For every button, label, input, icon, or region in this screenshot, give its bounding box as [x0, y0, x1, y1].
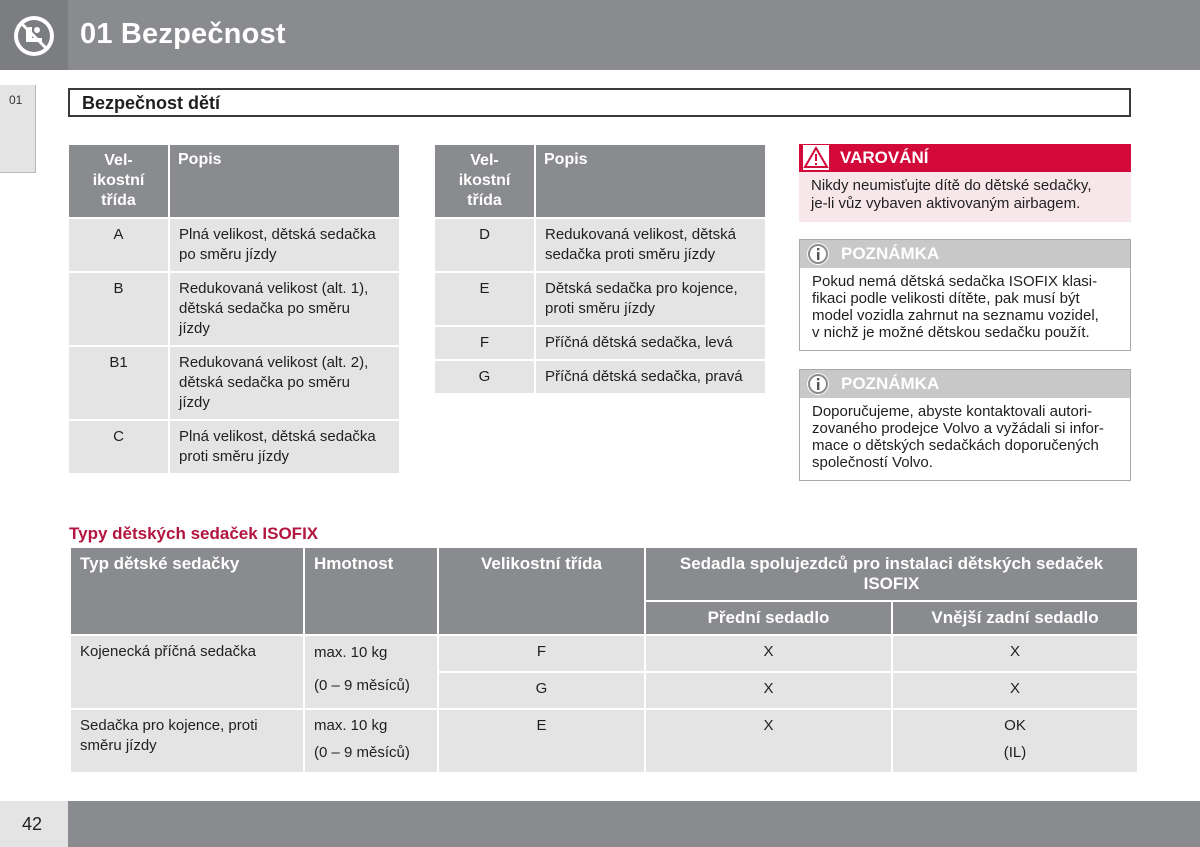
child-seat-safety-icon [12, 14, 56, 58]
size-class-cell: C [69, 420, 169, 473]
note-header [800, 370, 1130, 398]
chapter-side-tab [0, 85, 36, 173]
rear-seat-cell: X [892, 672, 1138, 709]
warning-text: Nikdy neumisťujte dítě do dětské sedačky, je-li vůz vybaven aktivovaným airbagem. [811, 177, 1092, 212]
col-header-rear-outer-seat: Vnější zadní sedadlo [892, 601, 1138, 635]
description-cell: Redukovaná velikost, dětská sedačka proti směru jízdy [535, 218, 765, 272]
warning-header [799, 144, 1131, 172]
size-class-cell: F [438, 635, 645, 672]
description-cell: Plná velikost, dětská sedačka po směru jízdy [169, 218, 399, 272]
weight-cell: max. 10 kg (0 – 9 měsíců) [304, 635, 438, 709]
front-seat-cell: X [645, 672, 892, 709]
size-class-cell: B1 [69, 346, 169, 420]
seat-type-cell: Sedačka pro kojence, proti směru jízdy [70, 709, 304, 773]
front-seat-cell: X [645, 709, 892, 773]
isofix-heading: Typy dětských sedaček ISOFIX [69, 524, 319, 543]
info-icon [806, 372, 830, 396]
isofix-table [69, 546, 1139, 774]
description-cell: Příčná dětská sedačka, levá [535, 326, 765, 360]
warning-box [799, 144, 1131, 222]
size-class-cell: D [435, 218, 535, 272]
warning-triangle-icon [803, 145, 829, 170]
section-title-box [68, 88, 1131, 117]
info-icon [806, 242, 830, 266]
warning-label: VAROVÁNÍ [840, 148, 929, 167]
col-header-seat-type: Typ dětské sedačky [70, 547, 304, 635]
section-title: Bezpečnost dětí [82, 93, 221, 113]
page-number: 42 [22, 814, 43, 834]
note-label: POZNÁMKA [841, 374, 940, 393]
col-header-front-seat: Přední sedadlo [645, 601, 892, 635]
size-class-table-1 [69, 145, 399, 473]
chapter-icon-panel [0, 0, 68, 70]
size-class-cell: G [435, 360, 535, 393]
size-class-cell: E [438, 709, 645, 773]
size-class-cell: B [69, 272, 169, 346]
size-class-cell: E [435, 272, 535, 326]
note-text: Doporučujeme, abyste kontaktovali autori- zovaného prodejce Volvo a vyžádali si infor- mace o dětských sedačkách doporučených společností Volvo. [812, 403, 1104, 471]
footer-bar [68, 801, 1200, 847]
note-box-1 [799, 239, 1131, 351]
rear-seat-cell: X [892, 635, 1138, 672]
size-class-table-2 [435, 145, 765, 393]
note-box-2 [799, 369, 1131, 481]
description-header: Popis [169, 145, 399, 218]
size-class-cell: A [69, 218, 169, 272]
description-cell: Redukovaná velikost (alt. 1), dětská sedačka po směru jízdy [169, 272, 399, 346]
col-header-size-class: Velikostní třída [438, 547, 645, 635]
size-class-header: Vel- ikostní třída [435, 145, 535, 218]
size-class-cell: G [438, 672, 645, 709]
size-class-cell: F [435, 326, 535, 360]
description-header: Popis [535, 145, 765, 218]
note-text: Pokud nemá dětská sedačka ISOFIX klasi- fikaci podle velikosti dítěte, pak musí být model vozidla zahrnut na seznamu vozidel, v nichž je možné dětskou sedačku použít. [812, 273, 1099, 341]
weight-cell: max. 10 kg (0 – 9 měsíců) [304, 709, 438, 773]
col-header-weight: Hmotnost [304, 547, 438, 635]
size-class-header: Vel- ikostní třída [69, 145, 169, 218]
front-seat-cell: X [645, 635, 892, 672]
description-cell: Redukovaná velikost (alt. 2), dětská sedačka po směru jízdy [169, 346, 399, 420]
description-cell: Dětská sedačka pro kojence, proti směru jízdy [535, 272, 765, 326]
side-tab-label: 01 [9, 93, 23, 107]
note-header [800, 240, 1130, 268]
chapter-title: 01 Bezpečnost [80, 18, 286, 50]
rear-seat-cell: OK (IL) [892, 709, 1138, 773]
seat-type-cell: Kojenecká příčná sedačka [70, 635, 304, 709]
description-cell: Příčná dětská sedačka, pravá [535, 360, 765, 393]
col-header-passenger-seats: Sedadla spolujezdců pro instalaci dětských sedaček ISOFIX [645, 547, 1138, 601]
description-cell: Plná velikost, dětská sedačka proti směru jízdy [169, 420, 399, 473]
note-label: POZNÁMKA [841, 244, 940, 263]
